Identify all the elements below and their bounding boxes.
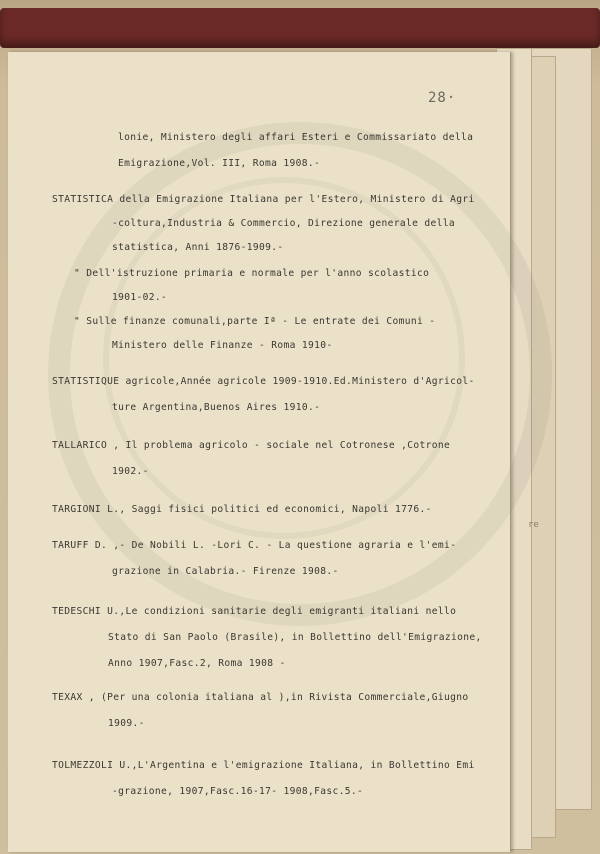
text-line: 1901-02.- [112, 292, 168, 303]
text-line: -coltura,Industria & Commercio, Direzione generale della [112, 218, 456, 229]
text-line: lonie, Ministero degli affari Esteri e Commissariato della [118, 132, 474, 143]
text-line: STATISTICA della Emigrazione Italiana per l'Estero, Ministero di Agri [52, 194, 475, 205]
book-cover [0, 8, 600, 48]
text-line: TEXAX , (Per una colonia italiana al ),in Rivista Commerciale,Giugno [52, 692, 469, 703]
document-page [8, 52, 511, 852]
text-line: TALLARICO , Il problema agricolo - sociale nel Cotronese ,Cotrone [52, 440, 451, 451]
text-line: -grazione, 1907,Fasc.16-17- 1908,Fasc.5.- [112, 786, 364, 797]
text-line: TEDESCHI U.,Le condizioni sanitarie degli emigranti italiani nello [52, 606, 457, 617]
text-line: 1909.- [108, 718, 145, 729]
text-line: Emigrazione,Vol. III, Roma 1908.- [118, 158, 321, 169]
text-line: TARGIONI L., Saggi fisici politici ed economici, Napoli 1776.- [52, 504, 432, 515]
page-number: 28· [428, 90, 457, 106]
text-line: Stato di San Paolo (Brasile), in Bollettino dell'Emigrazione, [108, 632, 482, 643]
text-line: ture Argentina,Buenos Aires 1910.- [112, 402, 321, 413]
text-line: STATISTIQUE agricole,Année agricole 1909-1910.Ed.Ministero d'Agricol- [52, 376, 475, 387]
text-line: statistica, Anni 1876-1909.- [112, 242, 284, 253]
text-line: TOLMEZZOLI U.,L'Argentina e l'emigrazione Italiana, in Bollettino Emi [52, 760, 475, 771]
text-line: TARUFF D. ,- De Nobili L. -Lori C. - La questione agraria e l'emi- [52, 540, 457, 551]
underlying-page-text: re [528, 520, 539, 530]
text-line: Anno 1907,Fasc.2, Roma 1908 - [108, 658, 286, 669]
watermark-seal-inner [103, 177, 465, 539]
text-line: grazione in Calabria.- Firenze 1908.- [112, 566, 339, 577]
text-line: Ministero delle Finanze - Roma 1910- [112, 340, 333, 351]
text-line: " Dell'istruzione primaria e normale per l'anno scolastico [74, 268, 430, 279]
text-line: 1902.- [112, 466, 149, 477]
text-line: " Sulle finanze comunali,parte Iª - Le entrate dei Comuni - [74, 316, 436, 327]
